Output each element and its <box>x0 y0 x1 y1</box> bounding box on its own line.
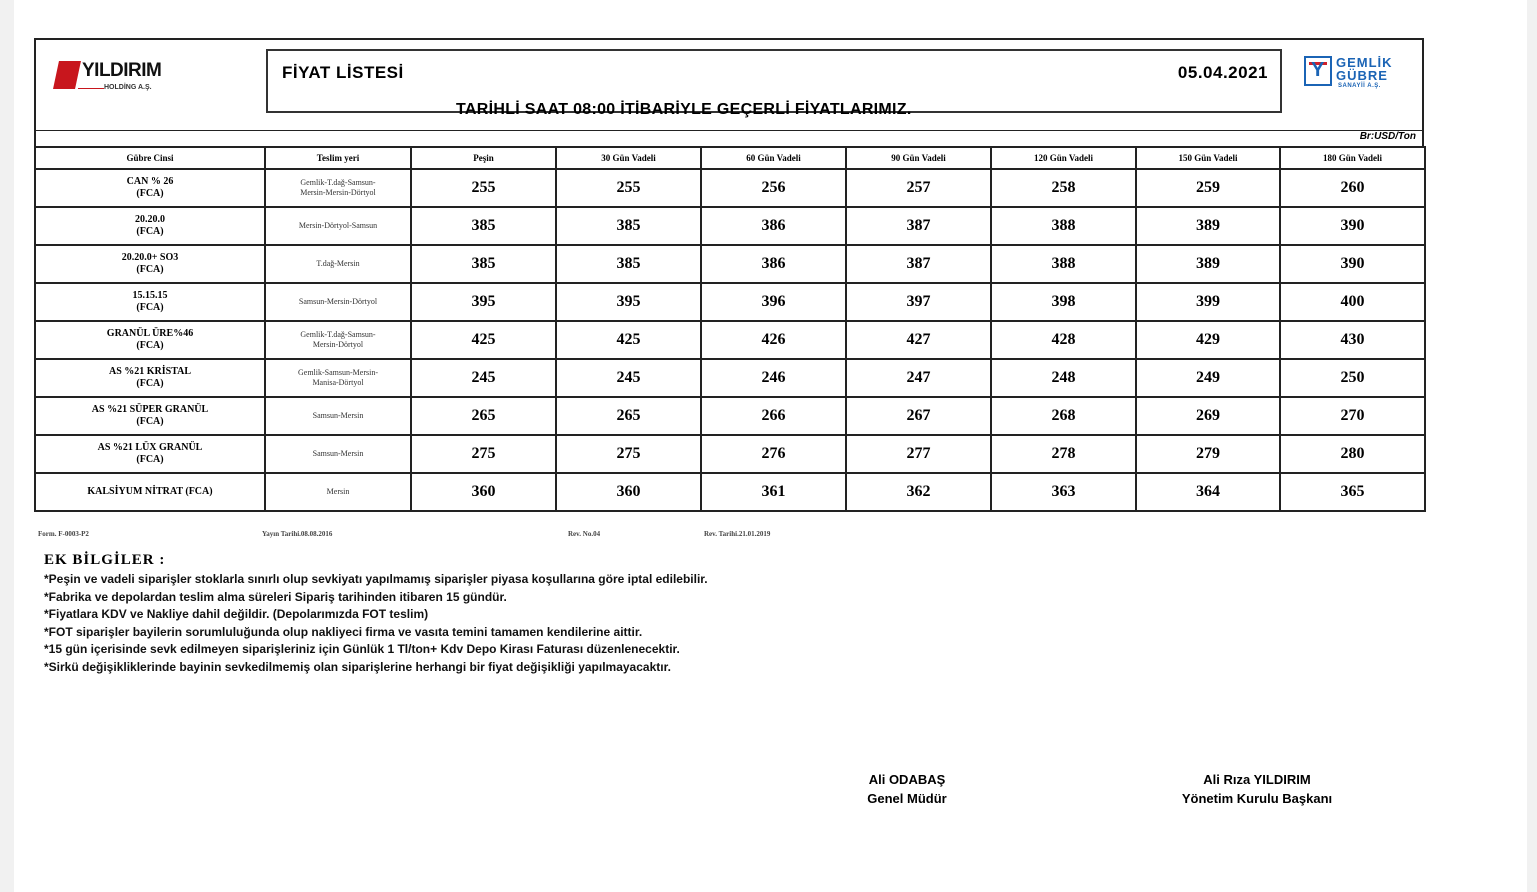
signature-general-manager <box>822 770 992 808</box>
page-subtitle: TARİHLİ SAAT 08:00 İTİBARİYLE GEÇERLİ FİYATLARIMIZ. <box>456 101 912 118</box>
price-cell: 388 <box>991 245 1136 283</box>
price-cell: 260 <box>1280 169 1425 207</box>
logo-left-word: YILDIRIM <box>82 60 162 81</box>
price-cell: 255 <box>556 169 701 207</box>
price-cell: 255 <box>411 169 556 207</box>
product-name-cell: KALSİYUM NİTRAT (FCA) <box>35 473 265 511</box>
price-cell: 430 <box>1280 321 1425 359</box>
price-cell: 429 <box>1136 321 1280 359</box>
price-cell: 395 <box>556 283 701 321</box>
yildirim-logo-mark-icon <box>53 61 81 89</box>
table-row <box>35 321 1425 359</box>
price-cell: 280 <box>1280 435 1425 473</box>
delivery-place-cell: Gemlik-T.dağ-Samsun- Mersin-Mersin-Dörtyol <box>265 169 411 207</box>
table-row <box>35 245 1425 283</box>
yildirim-holding-logo <box>52 58 172 98</box>
price-cell: 425 <box>556 321 701 359</box>
price-cell: 386 <box>701 207 846 245</box>
price-cell: 390 <box>1280 245 1425 283</box>
revision-number: Rev. No.04 <box>568 530 601 538</box>
price-cell: 276 <box>701 435 846 473</box>
page-edge-left <box>0 0 14 892</box>
delivery-place-cell: Mersin <box>265 473 411 511</box>
price-cell: 388 <box>991 207 1136 245</box>
currency-unit: Br:USD/Ton <box>1359 131 1416 142</box>
price-cell: 426 <box>701 321 846 359</box>
document-header <box>34 38 1424 130</box>
price-cell: 249 <box>1136 359 1280 397</box>
price-cell: 365 <box>1280 473 1425 511</box>
price-cell: 399 <box>1136 283 1280 321</box>
price-cell: 363 <box>991 473 1136 511</box>
table-row <box>35 169 1425 207</box>
delivery-place-cell: Samsun-Mersin <box>265 397 411 435</box>
logo-right-line2: GÜBRE <box>1336 68 1388 83</box>
product-name-cell: AS %21 LÜX GRANÜL (FCA) <box>35 435 265 473</box>
column-header: 150 Gün Vadeli <box>1136 147 1280 169</box>
price-cell: 279 <box>1136 435 1280 473</box>
price-cell: 398 <box>991 283 1136 321</box>
price-cell: 246 <box>701 359 846 397</box>
product-name-cell: CAN % 26 (FCA) <box>35 169 265 207</box>
price-table-body <box>35 169 1425 511</box>
title-box <box>266 49 1282 118</box>
table-header-row <box>35 147 1425 169</box>
price-cell: 387 <box>846 245 991 283</box>
price-cell: 360 <box>556 473 701 511</box>
column-header: Gübre Cinsi <box>35 147 265 169</box>
price-cell: 385 <box>556 207 701 245</box>
signatory-name: Ali ODABAŞ <box>868 772 946 787</box>
price-cell: 427 <box>846 321 991 359</box>
table-row <box>35 207 1425 245</box>
delivery-place-cell: Samsun-Mersin <box>265 435 411 473</box>
price-cell: 269 <box>1136 397 1280 435</box>
table-row <box>35 397 1425 435</box>
price-cell: 248 <box>991 359 1136 397</box>
price-table <box>34 146 1426 512</box>
price-cell: 256 <box>701 169 846 207</box>
page-edge-right <box>1527 0 1537 892</box>
unit-row <box>34 130 1424 146</box>
price-cell: 277 <box>846 435 991 473</box>
delivery-place-cell: Gemlik-T.dağ-Samsun- Mersin-Dörtyol <box>265 321 411 359</box>
price-cell: 400 <box>1280 283 1425 321</box>
price-cell: 257 <box>846 169 991 207</box>
price-cell: 259 <box>1136 169 1280 207</box>
price-cell: 362 <box>846 473 991 511</box>
logo-left-underline <box>78 88 104 89</box>
column-header: 30 Gün Vadeli <box>556 147 701 169</box>
info-line: *15 gün içerisinde sevk edilmeyen siparişleriniz için Günlük 1 Tl/ton+ Kdv Depo Kirası Faturası düzenlenecektir. <box>44 642 680 657</box>
logo-left-sub: HOLDİNG A.Ş. <box>104 84 152 91</box>
price-cell: 387 <box>846 207 991 245</box>
column-header: 120 Gün Vadeli <box>991 147 1136 169</box>
price-cell: 396 <box>701 283 846 321</box>
product-name-cell: AS %21 KRİSTAL (FCA) <box>35 359 265 397</box>
product-name-cell: 15.15.15 (FCA) <box>35 283 265 321</box>
price-cell: 278 <box>991 435 1136 473</box>
info-line: *Peşin ve vadeli siparişler stoklarla sınırlı olup sevkiyatı yapılmamış siparişler piyasa koşullarına göre iptal edilebilir. <box>44 572 708 586</box>
signature-board-chairman <box>1122 770 1392 808</box>
product-name-cell: GRANÜL ÜRE%46 (FCA) <box>35 321 265 359</box>
price-cell: 265 <box>556 397 701 435</box>
price-cell: 270 <box>1280 397 1425 435</box>
price-cell: 386 <box>701 245 846 283</box>
gemlik-gubre-logo <box>1304 54 1416 90</box>
table-row <box>35 473 1425 511</box>
table-row <box>35 283 1425 321</box>
column-header: 180 Gün Vadeli <box>1280 147 1425 169</box>
price-cell: 425 <box>411 321 556 359</box>
column-header: 60 Gün Vadeli <box>701 147 846 169</box>
delivery-place-cell: Gemlik-Samsun-Mersin- Manisa-Dörtyol <box>265 359 411 397</box>
price-list-sheet <box>34 38 1424 512</box>
price-cell: 397 <box>846 283 991 321</box>
delivery-place-cell: Samsun-Mersin-Dörtyol <box>265 283 411 321</box>
logo-right-line1: GEMLİK <box>1336 55 1393 70</box>
price-cell: 385 <box>556 245 701 283</box>
price-cell: 266 <box>701 397 846 435</box>
price-cell: 361 <box>701 473 846 511</box>
info-line: *Fiyatlara KDV ve Nakliye dahil değildir. (Depolarımızda FOT teslim) <box>44 607 429 622</box>
price-cell: 265 <box>411 397 556 435</box>
price-cell: 245 <box>556 359 701 397</box>
signatory-name: Ali Rıza YILDIRIM <box>1203 772 1311 787</box>
price-cell: 389 <box>1136 207 1280 245</box>
revision-date: Rev. Tarihi.21.01.2019 <box>704 530 771 538</box>
logo-right-line3: SANAYİİ A.Ş. <box>1338 83 1381 89</box>
price-cell: 395 <box>411 283 556 321</box>
price-cell: 360 <box>411 473 556 511</box>
document-date: 05.04.2021 <box>1177 63 1268 82</box>
price-cell: 250 <box>1280 359 1425 397</box>
table-row <box>35 359 1425 397</box>
price-cell: 247 <box>846 359 991 397</box>
form-number: Form. F-0003-P2 <box>38 530 89 538</box>
price-cell: 275 <box>411 435 556 473</box>
info-heading: EK BİLGİLER : <box>44 552 166 568</box>
price-cell: 275 <box>556 435 701 473</box>
price-cell: 385 <box>411 207 556 245</box>
info-line: *Sirkü değişikliklerinde bayinin sevkedilmemiş olan siparişlerine herhangi bir fiyat değişikliği yapılmayacaktır. <box>44 659 671 674</box>
publish-date: Yayın Tarihi.08.08.2016 <box>262 530 333 538</box>
product-name-cell: 20.20.0 (FCA) <box>35 207 265 245</box>
info-line: *FOT siparişler bayilerin sorumluluğunda olup nakliyeci firma ve vasıta temini tamamen kendilerine aittir. <box>44 624 643 639</box>
delivery-place-cell: T.dağ-Mersin <box>265 245 411 283</box>
info-line: *Fabrika ve depolardan teslim alma süreleri Sipariş tarihinden itibaren 15 gündür. <box>44 589 507 604</box>
price-cell: 258 <box>991 169 1136 207</box>
price-cell: 390 <box>1280 207 1425 245</box>
column-header: Teslim yeri <box>265 147 411 169</box>
table-row <box>35 435 1425 473</box>
product-name-cell: AS %21 SÜPER GRANÜL (FCA) <box>35 397 265 435</box>
column-header: 90 Gün Vadeli <box>846 147 991 169</box>
page-title: FİYAT LİSTESİ <box>282 63 404 82</box>
price-cell: 385 <box>411 245 556 283</box>
price-cell: 389 <box>1136 245 1280 283</box>
price-cell: 267 <box>846 397 991 435</box>
product-name-cell: 20.20.0+ SO3 (FCA) <box>35 245 265 283</box>
price-cell: 245 <box>411 359 556 397</box>
price-cell: 428 <box>991 321 1136 359</box>
additional-info <box>44 552 708 677</box>
gemlik-emblem-icon: Y <box>1304 56 1332 86</box>
delivery-place-cell: Mersin-Dörtyol-Samsun <box>265 207 411 245</box>
price-cell: 268 <box>991 397 1136 435</box>
price-cell: 364 <box>1136 473 1280 511</box>
column-header: Peşin <box>411 147 556 169</box>
signatory-title: Yönetim Kurulu Başkanı <box>1181 791 1333 806</box>
signatory-title: Genel Müdür <box>867 791 947 806</box>
